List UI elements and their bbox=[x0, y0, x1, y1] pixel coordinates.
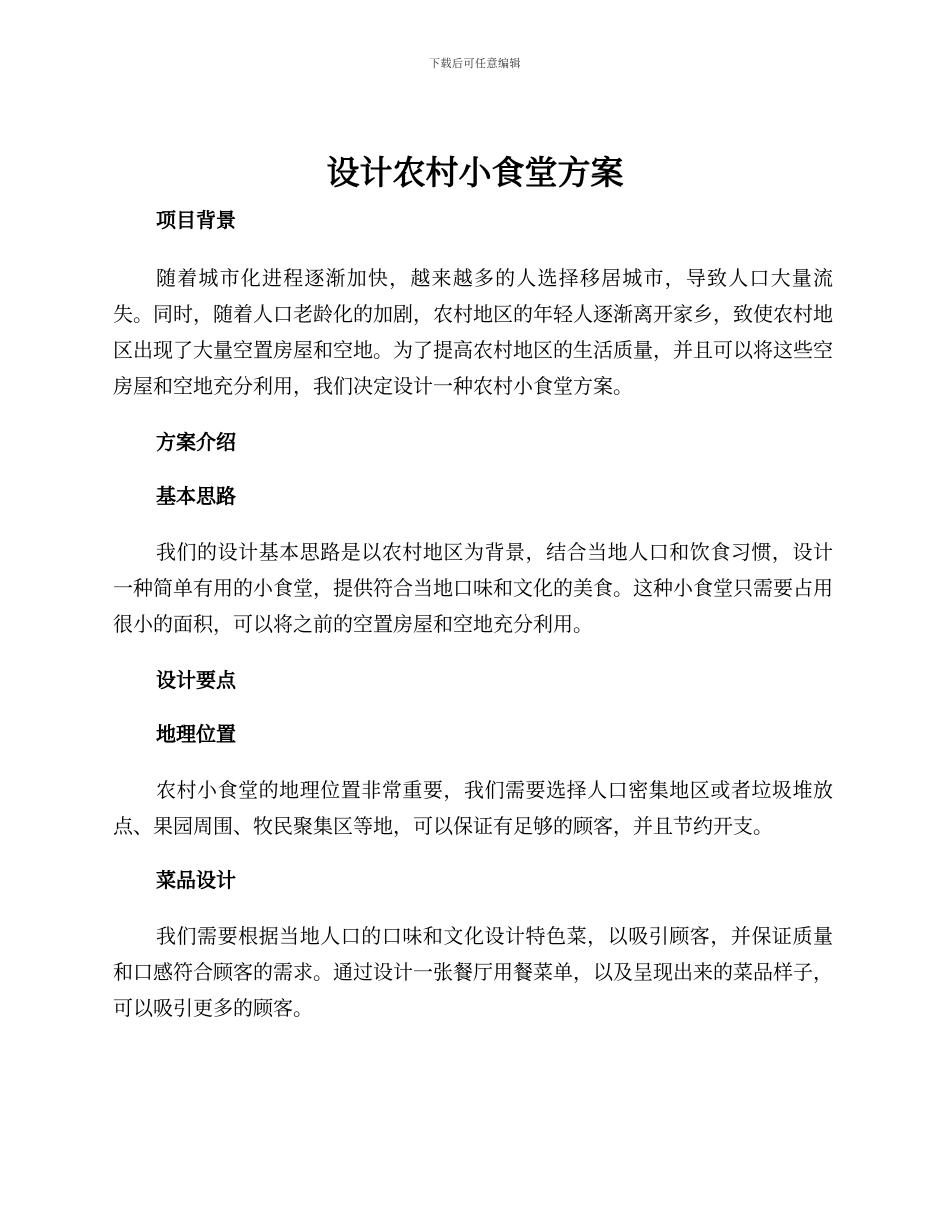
section-heading-design-points: 设计要点 bbox=[156, 668, 236, 692]
section-heading-basic-idea: 基本思路 bbox=[156, 484, 236, 508]
paragraph-dish-design: 我们需要根据当地人口的口味和文化设计特色菜，以吸引顾客，并保证质量和口感符合顾客的需求。通过设计一张餐厅用餐菜单，以及呈现出来的菜品样子，可以吸引更多的顾客。 bbox=[113, 924, 833, 1020]
section-heading-background: 项目背景 bbox=[156, 208, 236, 232]
document-body bbox=[113, 200, 833, 1026]
paragraph-location: 农村小食堂的地理位置非常重要，我们需要选择人口密集地区或者垃圾堆放点、果园周围、牧民聚集区等地，可以保证有足够的顾客，并且节约开支。 bbox=[113, 778, 833, 838]
paragraph-basic-idea: 我们的设计基本思路是以农村地区为背景，结合当地人口和饮食习惯，设计一种简单有用的小食堂，提供符合当地口味和文化的美食。这种小食堂只需要占用很小的面积，可以将之前的空置房屋和空地充分利用。 bbox=[113, 540, 833, 636]
section-heading-location: 地理位置 bbox=[156, 722, 236, 746]
header-note: 下载后可任意编辑 bbox=[429, 57, 521, 70]
paragraph-background: 随着城市化进程逐渐加快，越来越多的人选择移居城市，导致人口大量流失。同时，随着人口老龄化的加剧，农村地区的年轻人逐渐离开家乡，致使农村地区出现了大量空置房屋和空地。为了提高农村地区的生活质量，并且可以将这些空房屋和空地充分利用，我们决定设计一种农村小食堂方案。 bbox=[113, 266, 833, 398]
section-heading-dish-design: 菜品设计 bbox=[156, 868, 236, 892]
document-title: 设计农村小食堂方案 bbox=[326, 153, 624, 192]
section-heading-scheme: 方案介绍 bbox=[156, 430, 236, 454]
